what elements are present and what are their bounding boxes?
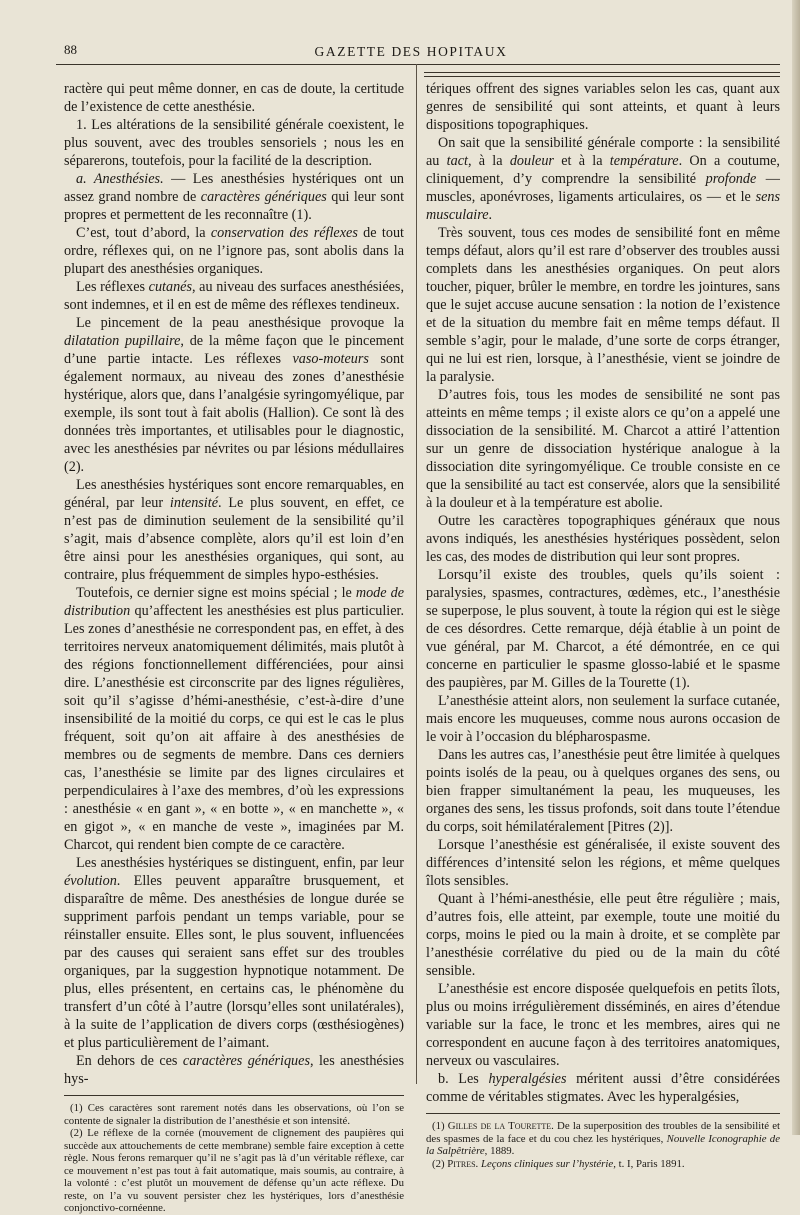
footnote: (1) Gilles de la Tourette. De la superposition des troubles de la sensibilité et des spasmes de la face et du cou chez les hystériques, Nouvelle Iconographie de la Salpêtrière, 1889. — [426, 1120, 780, 1157]
footnote: (2) Le réflexe de la cornée (mouvement de clignement des paupières qui succède aux attouchements de cette membrane) semble faire exception à cette règle. Nous ferons remarquer qu’il ne s’agit pas là d’un véritable réflexe, car ce mouvement n’est pas tout à fait automatique, mais soumis, au contraire, à la volonté : c’est plutôt un mouvement de défense qu’un acte réflexe. Du reste, on l’a vu souvent persister chez les hystériques, lors d’anesthésie conjonctivo-cornéenne. — [64, 1127, 404, 1214]
footnotes — [64, 1102, 404, 1215]
column-top-rule-2 — [424, 76, 780, 77]
paragraph: Très souvent, tous ces modes de sensibilité font en même temps défaut, alors qu’il est rare d’observer des troubles aussi complets dans les anesthésies organiques. On peut alors toucher, piquer, brûler le membre, en tordre les jointures, sans que le sujet accuse aucune sensation : la notion de l’existence et de la situation du membre fait en même temps défaut. Il semble s’agir, pour le malade, d’une sorte de corps étranger, qui ne lui est rien, lorsque, à l’anesthésie, vient se joindre de la paralysie. — [426, 225, 780, 385]
paragraph: En dehors de ces caractères génériques, les anesthésies hys- — [64, 1053, 405, 1087]
paragraph: ractère qui peut même donner, en cas de doute, la certitude de l’existence de cette anesthésie. — [64, 81, 404, 115]
right-column — [426, 80, 780, 1170]
paragraph: D’autres fois, tous les modes de sensibilité ne sont pas atteints en même temps ; il existe alors ce qu’on a appelé une dissociation de la sensibilité. M. Charcot a attiré l’attention sur un genre de dissociation hystérique analogue à la dissociation dite syringomyélique. Ce trouble consiste en ce que la sensibilité au tact est conservée, alors que la sensibilité à la douleur et à la température est abolie. — [426, 387, 780, 511]
column-top-rule — [424, 72, 780, 73]
paragraph: Dans les autres cas, l’anesthésie peut être limitée à quelques points isolés de la peau, ou à quelques organes des sens, ou bien frapper simultanément la peau, les muqueuses, les organes des sens, les tissus profonds, soit dans toute l’étendue du corps, soit hémilatéralement [Pitres (2)]. — [426, 747, 780, 835]
paragraph: Lorsque l’anesthésie est généralisée, il existe souvent des différences d’intensité selon les régions, et même quelques îlots sensibles. — [426, 837, 780, 889]
paragraph: L’anesthésie est encore disposée quelquefois en petits îlots, plus ou moins irrégulièrement disséminés, en aires d’étendue variable sur la face, le tronc et les membres, aires qui ne correspondent en aucune façon à des territoires anatomiques, nerveux ou vasculaires. — [426, 981, 780, 1069]
footnote-rule — [64, 1095, 404, 1096]
paragraph: Lorsqu’il existe des troubles, quels qu’ils soient : paralysies, spasmes, contractures, œdèmes, etc., l’anesthésie se superpose, le plus souvent, à toute la région qui est le siège de ces désordres. Cette remarque, déjà établie à un point de vue général, par M. Charcot, a été démontrée, en ce qui concerne en particulier le spasme glosso-labié et le spasme des paupières, par M. Gilles de la Tourette (1). — [426, 567, 780, 691]
paragraph: C’est, tout d’abord, la conservation des réflexes de tout ordre, réflexes qui, on ne l’ignore pas, sont abolis dans la plupart des anesthésies organiques. — [64, 225, 404, 277]
footnote: (1) Ces caractères sont rarement notés dans les observations, où l’on se contente de signaler la distribution de l’anesthésie et son intensité. — [64, 1102, 404, 1127]
paragraph: On sait que la sensibilité générale comporte : la sensibilité au tact, à la douleur et à la température. On a coutume, cliniquement, d’y comprendre la sensibilité profonde — muscles, aponévroses, ligaments articulaires, os — et le sens musculaire. — [426, 135, 780, 223]
header-rule — [56, 64, 780, 65]
paragraph: Les anesthésies hystériques se distinguent, enfin, par leur évolution. Elles peuvent apparaître brusquement, et disparaître de même. Des anesthésies de longue durée se suppriment parfois pendant un temps variable, pour se réinstaller ensuite. Elles sont, le plus souvent, influencées par des causes qui seraient sans effet sur des troubles organiques, par la suggestion hypnotique notamment. De plus, elles présentent, en certains cas, le phénomène du transfert d’un côté à l’autre (lorsqu’elles sont unilatérales), à la suite de l’application de divers corps (œsthésiogènes) et plus particulièrement de l’aimant. — [64, 855, 404, 1051]
paragraph: Le pincement de la peau anesthésique provoque la dilatation pupillaire, de la même façon que le pincement d’une partie intacte. Les réflexes vaso-moteurs sont également normaux, au niveau des zones d’anesthésie hystérique, alors que, dans l’analgésie syringomyélique, par exemple, ils sont tout à fait abolis (Hallion). Ce sont là des données très importantes, et utilisables pour le diagnostic, avec les anesthésies par névrites ou par lésions médullaires (2). — [64, 315, 405, 475]
paragraph: tériques offrent des signes variables selon les cas, quant aux genres de sensibilité qui sont atteints, et quant à leurs dispositions topographiques. — [426, 81, 780, 133]
page-edge — [792, 0, 800, 1135]
paragraph: Les anesthésies hystériques sont encore remarquables, en général, par leur intensité. Le plus souvent, en effet, ce n’est pas de diminution seulement de la sensibilité qu’il s’agit, mais d’absence complète, alors qu’il est loin d’en être ainsi pour les anesthésies organiques, qui sont, au contraire, plus fréquemment de simples hypo-esthésies. — [64, 477, 404, 583]
section-heading: a. Anesthésies. — [76, 171, 164, 187]
running-title: GAZETTE DES HOPITAUX — [314, 44, 508, 59]
page-header — [40, 38, 782, 62]
footnote-rule — [426, 1113, 780, 1114]
paragraph: Les réflexes cutanés, au niveau des surfaces anesthésiées, sont indemnes, et il en est de même des réflexes tendineux. — [64, 279, 404, 313]
footnotes — [426, 1120, 780, 1170]
paragraph: 1. Les altérations de la sensibilité générale coexistent, le plus souvent, avec des troubles sensoriels ; nous les en séparerons, toutefois, pour la facilité de la description. — [64, 117, 404, 169]
paragraph: Outre les caractères topographiques généraux que nous avons indiqués, les anesthésies hystériques possèdent, selon les cas, des modes de distribution qui leur sont propres. — [426, 513, 780, 565]
footnote: (2) Pitres. Leçons cliniques sur l’hystérie, t. I, Paris 1891. — [432, 1157, 685, 1170]
paragraph: b. Les hyperalgésies méritent aussi d’être considérées comme de véritables stigmates. Avec les hyperalgésies, — [426, 1071, 780, 1105]
paragraph: Quant à l’hémi-anesthésie, elle peut être régulière ; mais, d’autres fois, elle atteint, par exemple, toute une moitié du corps, moins le pied ou la main à droite, et se complète par l’anesthésie corrélative du pied ou de la main du côté sensible. — [426, 891, 780, 979]
column-divider — [416, 64, 417, 1084]
page-number: 88 — [64, 42, 77, 57]
paragraph: L’anesthésie atteint alors, non seulement la surface cutanée, mais encore les muqueuses, comme nous aurons occasion de le voir à l’occasion du blépharospasme. — [426, 693, 780, 745]
paragraph: Toutefois, ce dernier signe est moins spécial ; le mode de distribution qu’affectent les anesthésies est plus particulier. Les zones d’anesthésie ne correspondent pas, en effet, à des territoires nerveux anatomiquement délimités, mais plutôt à des régions fonctionnellement différenciées, pour ainsi dire. L’anesthésie est circonscrite par des lignes régulières, soit qu’il s’agisse d’hémi-anesthésie, c’est-à-dire d’une insensibilité de la moitié du corps, ce qui est le cas le plus fréquent, soit qu’on ait affaire à des anesthésies de membres ou de segments de membre. Dans ces derniers cas, l’anesthésie se limite par des lignes circulaires et perpendiculaires à l’axe des membres, d’où les expressions : anesthésie « en gant », « en botte », « en manchette », « en gigot », « en manche de veste », imaginées par M. Charcot, qui rendent bien compte de ce caractère. — [64, 585, 404, 853]
left-column — [64, 80, 404, 1215]
paragraph: a. Anesthésies. — Les anesthésies hystériques ont un assez grand nombre de caractères génériques qui leur sont propres et permettent de les reconnaître (1). — [64, 171, 405, 223]
